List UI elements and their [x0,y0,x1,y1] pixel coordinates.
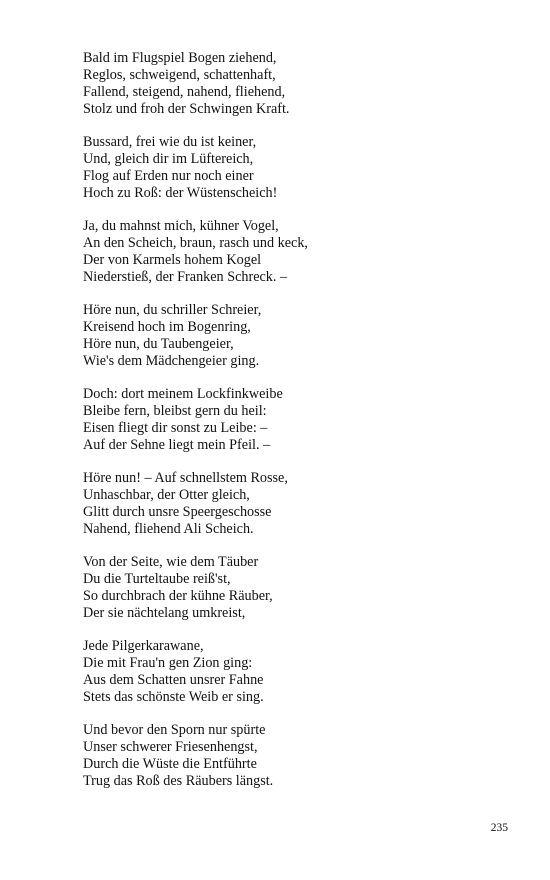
poem-line: Ja, du mahnst mich, kühner Vogel, [83,218,279,234]
poem-line: Höre nun, du Taubengeier, [83,336,234,352]
poem-text [83,50,483,806]
poem-line: An den Scheich, braun, rasch und keck, [83,235,308,251]
poem-line: Aus dem Schatten unsrer Fahne [83,672,264,688]
poem-line: Stolz und froh der Schwingen Kraft. [83,101,290,117]
poem-line: Auf der Sehne liegt mein Pfeil. – [83,437,271,453]
poem-line: Eisen fliegt dir sonst zu Leibe: – [83,420,268,436]
poem-line: Bussard, frei wie du ist keiner, [83,134,257,150]
stanza-7 [83,554,483,622]
poem-line: Bleibe fern, bleibst gern du heil: [83,403,267,419]
poem-line: Niederstieß, der Franken Schreck. – [83,269,288,285]
poem-line: Der sie nächtelang umkreist, [83,605,246,621]
poem-line: Hoch zu Roß: der Wüstenscheich! [83,185,278,201]
poem-line: Bald im Flugspiel Bogen ziehend, [83,50,277,66]
stanza-1 [83,50,483,118]
poem-line: Wie's dem Mädchengeier ging. [83,353,260,369]
poem-line: Unser schwerer Friesenhengst, [83,739,258,755]
poem-line: Glitt durch unsre Speergeschosse [83,504,272,520]
poem-line: Jede Pilgerkarawane, [83,638,204,654]
page-number: 235 [490,822,508,834]
poem-line: Fallend, steigend, nahend, fliehend, [83,84,286,100]
stanza-2 [83,134,483,202]
poem-line: Stets das schönste Weib er sing. [83,689,264,705]
poem-line: Durch die Wüste die Entführte [83,756,257,772]
poem-line: Höre nun, du schriller Schreier, [83,302,262,318]
stanza-5 [83,386,483,454]
poem-line: Kreisend hoch im Bogenring, [83,319,251,335]
poem-line: Trug das Roß des Räubers längst. [83,773,274,789]
poem-line: So durchbrach der kühne Räuber, [83,588,273,604]
poem-line: Höre nun! – Auf schnellstem Rosse, [83,470,288,486]
poem-line: Doch: dort meinem Lockfinkweibe [83,386,283,402]
poem-line: Du die Turteltaube reiß'st, [83,571,231,587]
poem-line: Unhaschbar, der Otter gleich, [83,487,250,503]
stanza-6 [83,470,483,538]
stanza-4 [83,302,483,370]
poem-line: Von der Seite, wie dem Täuber [83,554,259,570]
poem-line: Und bevor den Sporn nur spürte [83,722,266,738]
stanza-9 [83,722,483,790]
stanza-3 [83,218,483,286]
stanza-8 [83,638,483,706]
poem-line: Flog auf Erden nur noch einer [83,168,254,184]
poem-line: Und, gleich dir im Lüftereich, [83,151,254,167]
poem-line: Reglos, schweigend, schattenhaft, [83,67,276,83]
poem-line: Die mit Frau'n gen Zion ging: [83,655,253,671]
poem-line: Nahend, fliehend Ali Scheich. [83,521,254,537]
poem-line: Der von Karmels hohem Kogel [83,252,262,268]
